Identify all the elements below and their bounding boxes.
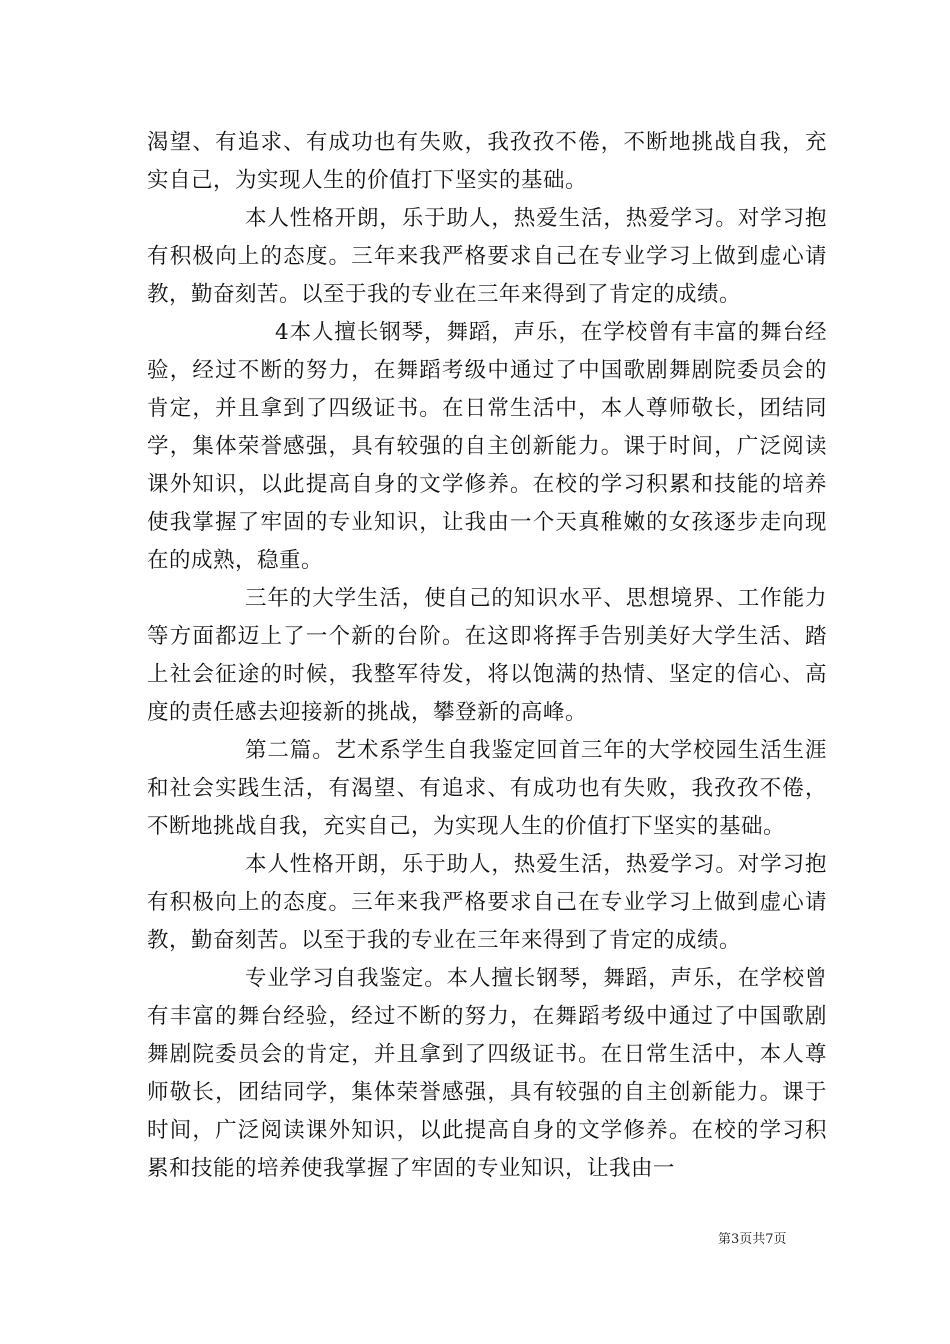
document-body xyxy=(147,124,827,1188)
paragraph-personality: 本人性格开朗，乐于助人，热爱生活，热爱学习。对学习抱有积极向上的态度。三年来我严格要求自己在专业学习上做到虚心请教，勤奋刻苦。以至于我的专业在三年来得到了肯定的成绩。 xyxy=(147,206,827,307)
page-number: 第3页共7页 xyxy=(718,1232,787,1247)
paragraph-personality-2: 本人性格开朗，乐于助人，热爱生活，热爱学习。对学习抱有积极向上的态度。三年来我严格要求自己在专业学习上做到虚心请教，勤奋刻苦。以至于我的专业在三年来得到了肯定的成绩。 xyxy=(147,852,827,953)
paragraph-professional-study: 专业学习自我鉴定。本人擅长钢琴，舞蹈，声乐，在学校曾有丰富的舞台经验，经过不断的努力，在舞蹈考级中通过了中国歌剧舞剧院委员会的肯定，并且拿到了四级证书。在日常生活中，本人尊师敬长，团结同学，集体荣誉感强，具有较强的自主创新能力。课于时间，广泛阅读课外知识，以此提高自身的文学修养。在校的学习积累和技能的培养使我掌握了牢固的专业知识，让我由一 xyxy=(147,966,827,1181)
paragraph-skills: 4本人擅长钢琴，舞蹈，声乐，在学校曾有丰富的舞台经验，经过不断的努力，在舞蹈考级中通过了中国歌剧舞剧院委员会的肯定，并且拿到了四级证书。在日常生活中，本人尊师敬长，团结同学，集体荣誉感强，具有较强的自主创新能力。课于时间，广泛阅读课外知识，以此提高自身的文学修养。在校的学习积累和技能的培养使我掌握了牢固的专业知识，让我由一个天真稚嫩的女孩逐步走向现在的成熟，稳重。 xyxy=(147,320,827,573)
paragraph-continuation: 渴望、有追求、有成功也有失败，我孜孜不倦，不断地挑战自我，充实自己，为实现人生的价值打下坚实的基础。 xyxy=(147,130,827,193)
paragraph-second-article: 第二篇。艺术系学生自我鉴定回首三年的大学校园生活生涯和社会实践生活，有渴望、有追求、有成功也有失败，我孜孜不倦，不断地挑战自我，充实自己，为实现人生的价值打下坚实的基础。 xyxy=(147,738,827,839)
paragraph-university-life: 三年的大学生活，使自己的知识水平、思想境界、工作能力等方面都迈上了一个新的台阶。在这即将挥手告别美好大学生活、踏上社会征途的时候，我整军待发，将以饱满的热情、坚定的信心、高度的责任感去迎接新的挑战，攀登新的高峰。 xyxy=(147,586,827,725)
